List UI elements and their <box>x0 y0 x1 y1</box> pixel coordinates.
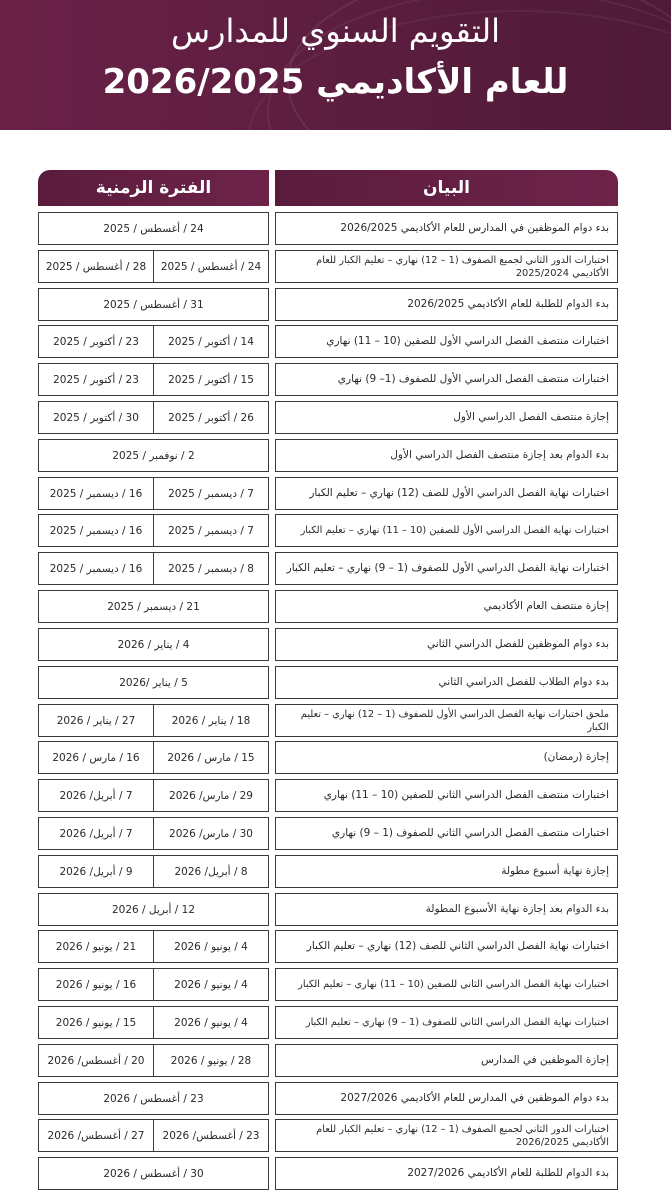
row-description: اختبارات نهاية الفصل الدراسي الثاني للصفوف (1 – 9) نهاري – تعليم الكبار <box>275 1006 618 1039</box>
row-date: 31 / أغسطس / 2025 <box>38 288 269 321</box>
row-end-date: 16 / ديسمبر / 2025 <box>38 477 154 510</box>
row-end-date: 16 / مارس / 2026 <box>38 741 154 774</box>
page-subtitle: للعام الأكاديمي 2026/2025 <box>102 62 569 102</box>
row-end-date: 16 / يونيو / 2026 <box>38 968 154 1001</box>
row-description: اختبارات منتصف الفصل الدراسي الأول للصفين (10 – 11) نهاري <box>275 325 618 358</box>
table-row <box>38 552 618 585</box>
row-start-date: 30 / مارس/ 2026 <box>153 817 269 850</box>
row-date: 4 / يناير / 2026 <box>38 628 269 661</box>
row-start-date: 29 / مارس/ 2026 <box>153 779 269 812</box>
table-row <box>38 250 618 283</box>
row-date: 24 / أغسطس / 2025 <box>38 212 269 245</box>
table-row <box>38 779 618 812</box>
row-description: إجازة (رمضان) <box>275 741 618 774</box>
row-date: 30 / أغسطس / 2026 <box>38 1157 269 1190</box>
row-description: بدء دوام الموظفين في المدارس للعام الأكاديمي 2026/2025 <box>275 212 618 245</box>
row-end-date: 30 / أكتوبر / 2025 <box>38 401 154 434</box>
row-date: 23 / أغسطس / 2026 <box>38 1082 269 1115</box>
row-start-date: 15 / مارس / 2026 <box>153 741 269 774</box>
table-row <box>38 817 618 850</box>
table-row <box>38 1082 618 1115</box>
table-row <box>38 477 618 510</box>
row-date: 2 / نوفمبر / 2025 <box>38 439 269 472</box>
table-row <box>38 704 618 737</box>
row-description: اختبارات منتصف الفصل الدراسي الأول للصفوف (1– 9) نهاري <box>275 363 618 396</box>
row-date: 5 / يناير /2026 <box>38 666 269 699</box>
table-row <box>38 968 618 1001</box>
row-end-date: 7 / أبريل/ 2026 <box>38 817 154 850</box>
row-start-date: 7 / ديسمبر / 2025 <box>153 514 269 547</box>
table-row <box>38 363 618 396</box>
table-row <box>38 439 618 472</box>
column-header-description: البيان <box>275 170 618 206</box>
row-description: اختبارات منتصف الفصل الدراسي الثاني للصفين (10 – 11) نهاري <box>275 779 618 812</box>
row-end-date: 23 / أكتوبر / 2025 <box>38 363 154 396</box>
table-row <box>38 1044 618 1077</box>
table-row <box>38 514 618 547</box>
row-end-date: 27 / يناير / 2026 <box>38 704 154 737</box>
table-row <box>38 930 618 963</box>
header-banner <box>0 0 671 130</box>
table-row <box>38 401 618 434</box>
row-description: بدء الدوام للطلبة للعام الأكاديمي 2027/2026 <box>275 1157 618 1190</box>
table-row <box>38 741 618 774</box>
row-end-date: 20 / أغسطس/ 2026 <box>38 1044 154 1077</box>
row-start-date: 26 / أكتوبر / 2025 <box>153 401 269 434</box>
row-description: اختبارات الدور الثاني لجميع الصفوف (1 – 12) نهاري – تعليم الكبار للعام الأكاديمي 2026/2025 <box>275 1119 618 1152</box>
row-end-date: 9 / أبريل/ 2026 <box>38 855 154 888</box>
row-end-date: 28 / أغسطس / 2025 <box>38 250 154 283</box>
row-description: اختبارات الدور الثاني لجميع الصفوف (1 – 12) نهاري – تعليم الكبار للعام الأكاديمي 2025/2024 <box>275 250 618 283</box>
row-description: إجازة منتصف العام الأكاديمي <box>275 590 618 623</box>
table-row <box>38 628 618 661</box>
table-row <box>38 212 618 245</box>
row-description: بدء دوام الموظفين للفصل الدراسي الثاني <box>275 628 618 661</box>
row-start-date: 4 / يونيو / 2026 <box>153 930 269 963</box>
row-end-date: 21 / يونيو / 2026 <box>38 930 154 963</box>
row-start-date: 28 / يونيو / 2026 <box>153 1044 269 1077</box>
table-row <box>38 590 618 623</box>
row-description: ملحق اختبارات نهاية الفصل الدراسي الأول للصفوف (1 – 12) نهاري – تعليم الكبار <box>275 704 618 737</box>
row-description: إجازة نهاية أسبوع مطولة <box>275 855 618 888</box>
page-title: التقويم السنوي للمدارس <box>170 12 501 50</box>
row-start-date: 18 / يناير / 2026 <box>153 704 269 737</box>
row-end-date: 23 / أكتوبر / 2025 <box>38 325 154 358</box>
row-start-date: 8 / ديسمبر / 2025 <box>153 552 269 585</box>
row-description: إجازة منتصف الفصل الدراسي الأول <box>275 401 618 434</box>
row-start-date: 8 / أبريل/ 2026 <box>153 855 269 888</box>
row-end-date: 15 / يونيو / 2026 <box>38 1006 154 1039</box>
table-row <box>38 666 618 699</box>
table-row <box>38 288 618 321</box>
table-row <box>38 1157 618 1190</box>
row-start-date: 4 / يونيو / 2026 <box>153 968 269 1001</box>
row-start-date: 4 / يونيو / 2026 <box>153 1006 269 1039</box>
table-row <box>38 325 618 358</box>
table-row <box>38 893 618 926</box>
row-date: 12 / أبريل / 2026 <box>38 893 269 926</box>
row-description: بدء الدوام بعد إجازة منتصف الفصل الدراسي الأول <box>275 439 618 472</box>
row-start-date: 7 / ديسمبر / 2025 <box>153 477 269 510</box>
row-description: اختبارات نهاية الفصل الدراسي الأول للصفين (10 – 11) نهاري – تعليم الكبار <box>275 514 618 547</box>
column-header-period: الفترة الزمنية <box>38 170 269 206</box>
row-description: اختبارات نهاية الفصل الدراسي الثاني للصفين (10 – 11) نهاري – تعليم الكبار <box>275 968 618 1001</box>
row-end-date: 16 / ديسمبر / 2025 <box>38 514 154 547</box>
row-description: بدء دوام الموظفين في المدارس للعام الأكاديمي 2027/2026 <box>275 1082 618 1115</box>
row-start-date: 23 / أغسطس/ 2026 <box>153 1119 269 1152</box>
table-row <box>38 855 618 888</box>
row-description: اختبارات نهاية الفصل الدراسي الثاني للصف (12) نهاري – تعليم الكبار <box>275 930 618 963</box>
table-row <box>38 1119 618 1152</box>
row-description: اختبارات نهاية الفصل الدراسي الأول للصفوف (1 – 9) نهاري – تعليم الكبار <box>275 552 618 585</box>
row-description: إجازة الموظفين في المدارس <box>275 1044 618 1077</box>
table-row <box>38 1006 618 1039</box>
row-description: اختبارات نهاية الفصل الدراسي الأول للصف (12) نهاري – تعليم الكبار <box>275 477 618 510</box>
row-date: 21 / ديسمبر / 2025 <box>38 590 269 623</box>
row-start-date: 15 / أكتوبر / 2025 <box>153 363 269 396</box>
row-start-date: 14 / أكتوبر / 2025 <box>153 325 269 358</box>
row-description: بدء دوام الطلاب للفصل الدراسي الثاني <box>275 666 618 699</box>
row-end-date: 27 / أغسطس/ 2026 <box>38 1119 154 1152</box>
row-description: بدء الدوام بعد إجازة نهاية الأسبوع المطولة <box>275 893 618 926</box>
row-end-date: 16 / ديسمبر / 2025 <box>38 552 154 585</box>
row-end-date: 7 / أبريل/ 2026 <box>38 779 154 812</box>
row-description: اختبارات منتصف الفصل الدراسي الثاني للصفوف (1 – 9) نهاري <box>275 817 618 850</box>
row-description: بدء الدوام للطلبة للعام الأكاديمي 2026/2025 <box>275 288 618 321</box>
row-start-date: 24 / أغسطس / 2025 <box>153 250 269 283</box>
